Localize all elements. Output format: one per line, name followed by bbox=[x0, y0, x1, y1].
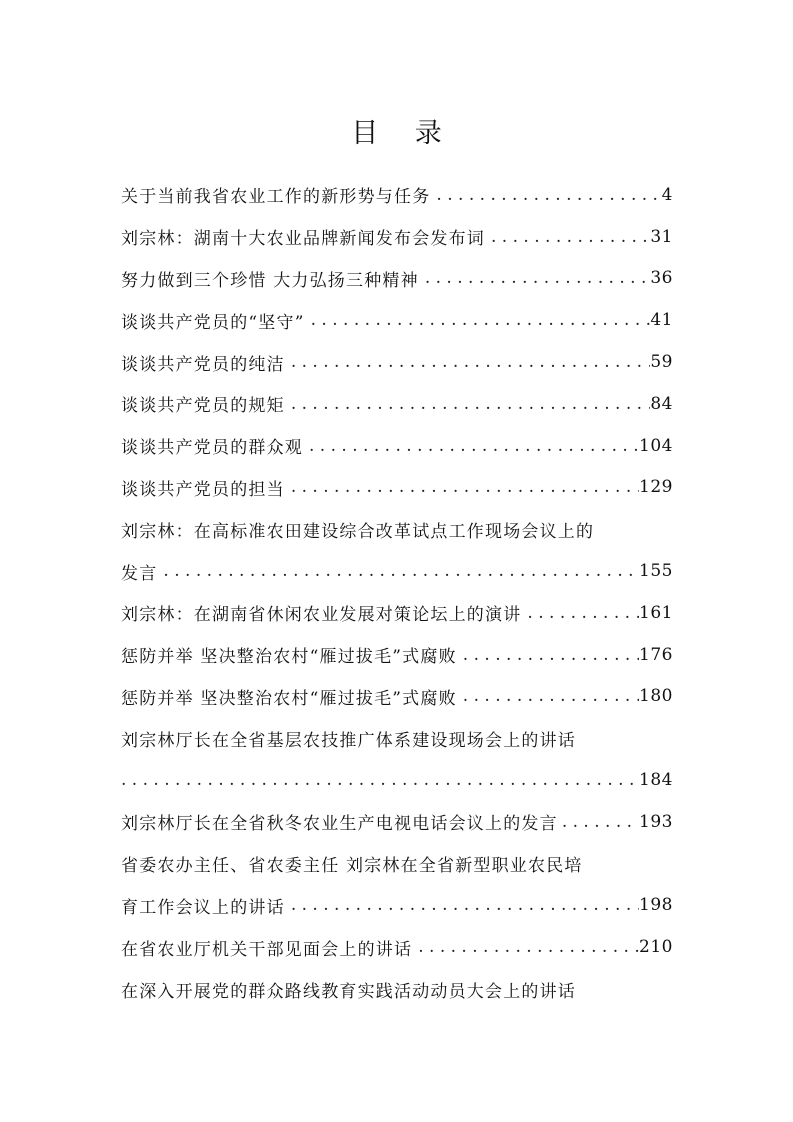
toc-leader-dots bbox=[457, 686, 639, 706]
toc-leader-dots bbox=[412, 937, 639, 957]
toc-entry-title: 在深入开展党的群众路线教育实践活动动员大会上的讲话 bbox=[121, 981, 576, 1002]
toc-entry-page: 59 bbox=[650, 352, 673, 373]
toc-entry[interactable] bbox=[121, 299, 673, 341]
toc-entry-page: 210 bbox=[639, 937, 673, 958]
toc-entry[interactable] bbox=[121, 258, 673, 300]
toc-entry[interactable] bbox=[121, 174, 673, 216]
toc-entry[interactable] bbox=[121, 467, 673, 509]
toc-entry[interactable] bbox=[121, 801, 673, 843]
toc-entry[interactable] bbox=[121, 592, 673, 634]
toc-entry-title-cont: 育工作会议上的讲话 bbox=[121, 897, 285, 918]
toc-leader-dots bbox=[419, 268, 651, 288]
toc-entry-title: 刘宗林厅长在全省基层农技推广体系建设现场会上的讲话 bbox=[121, 730, 576, 751]
toc-entry-page: 31 bbox=[650, 226, 673, 247]
toc-leader-dots bbox=[285, 394, 651, 414]
toc-entry-title: 省委农办主任、省农委主任 刘宗林在全省新型职业农民培 bbox=[121, 856, 583, 877]
toc-entry[interactable] bbox=[121, 341, 673, 383]
toc-entry-continuation[interactable] bbox=[121, 885, 673, 927]
toc-entry-title-cont: 发言 bbox=[121, 563, 158, 584]
toc-entry[interactable] bbox=[121, 425, 673, 467]
toc-entry[interactable] bbox=[121, 676, 673, 718]
toc-entry-page: 155 bbox=[639, 561, 673, 582]
toc-leader-dots bbox=[121, 770, 639, 790]
toc-entry-title: 刘宗林：在湖南省休闲农业发展对策论坛上的演讲 bbox=[121, 605, 522, 626]
toc-entry-title: 惩防并举 坚决整治农村“雁过拔毛”式腐败 bbox=[121, 688, 457, 709]
toc-entry[interactable] bbox=[121, 634, 673, 676]
toc-entry-page: 129 bbox=[639, 477, 673, 498]
toc-entry-page: 4 bbox=[661, 184, 673, 205]
toc-entry-title: 努力做到三个珍惜 大力弘扬三种精神 bbox=[121, 270, 419, 291]
page-title: 目 录 bbox=[351, 118, 456, 149]
toc-entry-page: 104 bbox=[639, 435, 673, 456]
toc-leader-dots bbox=[521, 603, 639, 623]
toc-leader-dots bbox=[285, 352, 651, 372]
toc-entry-title: 刘宗林：湖南十大农业品牌新闻发布会发布词 bbox=[121, 229, 485, 250]
toc-entry-title: 惩防并举 坚决整治农村“雁过拔毛”式腐败 bbox=[121, 647, 457, 668]
table-of-contents bbox=[121, 174, 673, 1010]
toc-entry-page: 36 bbox=[650, 268, 673, 289]
toc-leader-dots bbox=[430, 185, 661, 205]
toc-entry[interactable] bbox=[121, 508, 673, 550]
toc-entry-title: 谈谈共产党员的担当 bbox=[121, 479, 285, 500]
toc-leader-dots bbox=[157, 561, 639, 581]
toc-entry-page: 161 bbox=[639, 602, 673, 623]
toc-entry-title: 谈谈共产党员的纯洁 bbox=[121, 354, 285, 375]
toc-entry[interactable] bbox=[121, 843, 673, 885]
toc-entry-title: 谈谈共产党员的群众观 bbox=[121, 438, 303, 459]
toc-entry-page: 41 bbox=[650, 310, 673, 331]
toc-leader-dots bbox=[305, 310, 651, 330]
toc-leader-dots bbox=[558, 812, 639, 832]
toc-entry[interactable] bbox=[121, 383, 673, 425]
toc-entry-continuation[interactable] bbox=[121, 759, 673, 801]
toc-entry-page: 180 bbox=[639, 686, 673, 707]
toc-entry-title: 刘宗林：在高标准农田建设综合改革试点工作现场会议上的 bbox=[121, 521, 595, 542]
toc-leader-dots bbox=[457, 645, 639, 665]
toc-leader-dots bbox=[485, 227, 650, 247]
toc-entry-title: 谈谈共产党员的规矩 bbox=[121, 396, 285, 417]
toc-entry-continuation[interactable] bbox=[121, 550, 673, 592]
toc-entry[interactable] bbox=[121, 717, 673, 759]
toc-entry-title: 在省农业厅机关干部见面会上的讲话 bbox=[121, 939, 413, 960]
toc-entry[interactable] bbox=[121, 216, 673, 258]
toc-entry-page: 193 bbox=[639, 811, 673, 832]
toc-entry-page: 184 bbox=[639, 770, 673, 791]
toc-leader-dots bbox=[285, 477, 639, 497]
toc-entry-page: 84 bbox=[650, 393, 673, 414]
toc-entry-page: 198 bbox=[639, 895, 673, 916]
toc-leader-dots bbox=[303, 436, 639, 456]
toc-entry-page: 176 bbox=[639, 644, 673, 665]
toc-entry-title: 谈谈共产党员的“坚守” bbox=[121, 312, 305, 333]
toc-entry[interactable] bbox=[121, 926, 673, 968]
toc-entry[interactable] bbox=[121, 968, 673, 1010]
toc-entry-title: 关于当前我省农业工作的新形势与任务 bbox=[121, 187, 431, 208]
toc-leader-dots bbox=[285, 895, 639, 915]
toc-entry-title: 刘宗林厅长在全省秋冬农业生产电视电话会议上的发言 bbox=[121, 814, 558, 835]
